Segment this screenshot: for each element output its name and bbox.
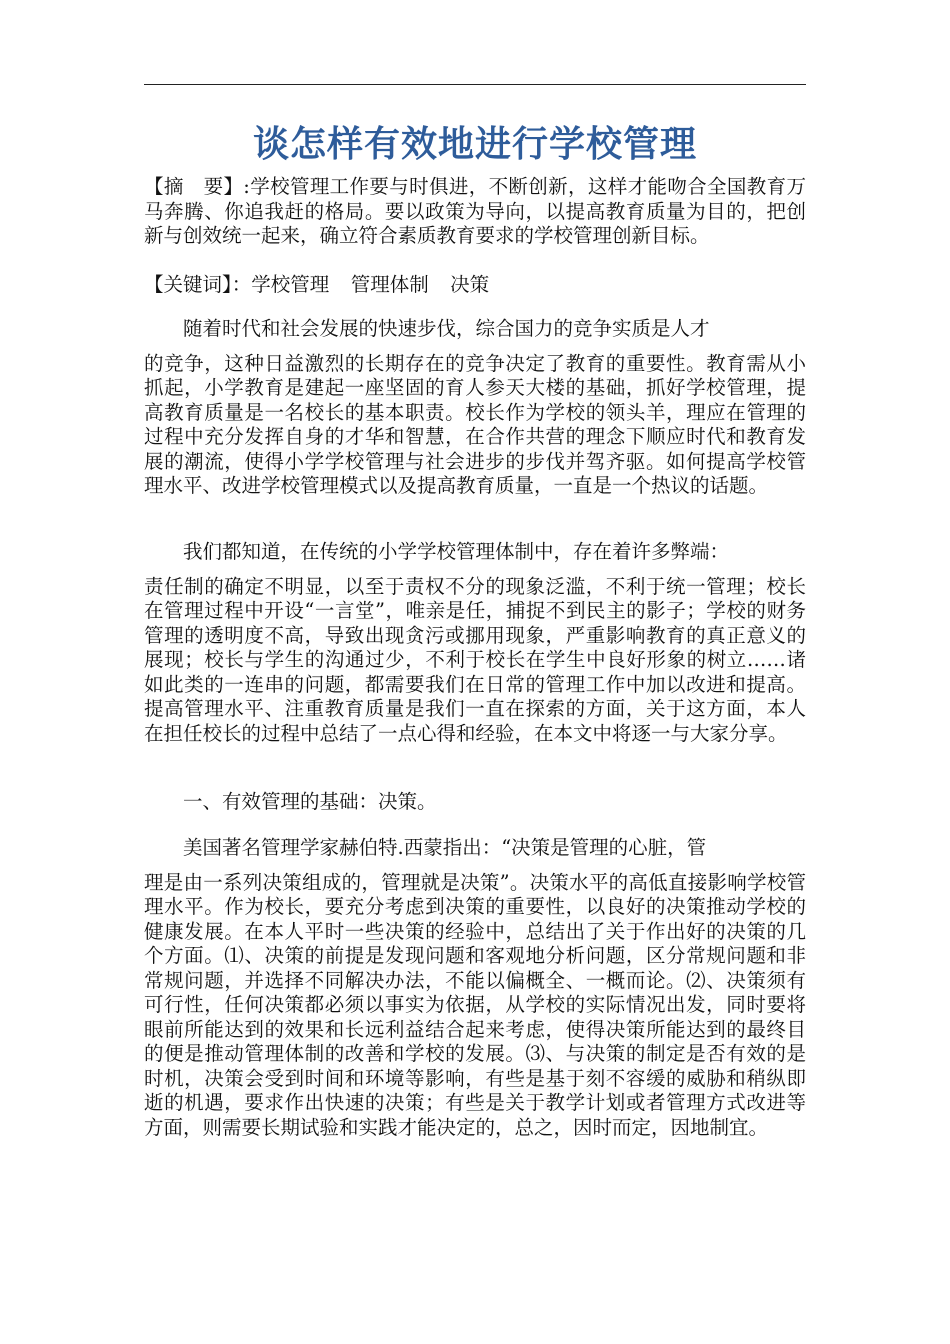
keyword-item: 决策	[450, 273, 490, 296]
paragraph-problems	[144, 540, 806, 746]
keyword-item: 学校管理	[251, 273, 330, 296]
keyword-item: 管理体制	[350, 273, 429, 296]
paragraph-first-line: 我们都知道，在传统的小学学校管理体制中，存在着许多弊端：	[183, 540, 730, 563]
paragraph-body: 的竞争，这种日益激烈的长期存在的竞争决定了教育的重要性。教育需从小抓起，小学教育是建起一座坚固的育人参天大楼的基础，抓好学校管理，提高教育质量是一名校长的基本职责。校长作为学校的领头羊，理应在管理的过程中充分发挥自身的才华和智慧，在合作共营的理念下顺应时代和教育发展的潮流，使得小学学校管理与社会进步的步伐并驾齐驱。如何提高学校管理水平、改进学校管理模式以及提高教育质量，一直是一个热议的话题。	[144, 351, 806, 497]
paragraph-body: 理是由一系列决策组成的，管理就是决策”。决策水平的高低直接影响学校管理水平。作为校长，要充分考虑到决策的重要性，以良好的决策推动学校的健康发展。在本人平时一些决策的经验中，总结出了关于作出好的决策的几个方面。⑴、决策的前提是发现问题和客观地分析问题，区分常规问题和非常规问题，并选择不同解决办法，不能以偏概全、一概而论。⑵、决策须有可行性，任何决策都必须以事实为依据，从学校的实际情况出发，同时要将眼前所能达到的效果和长远利益结合起来考虑，使得决策所能达到的最终目的便是推动管理体制的改善和学校的发展。⑶、与决策的制定是否有效的是时机，决策会受到时间和环境等影响，有些是基于刻不容缓的威胁和稍纵即逝的机遇，要求作出快速的决策；有些是关于教学计划或者管理方式改进等方面，则需要长期试验和实践才能决定的，总之，因时而定，因地制宜。	[144, 870, 806, 1139]
abstract-text: 学校管理工作要与时俱进，不断创新，这样才能吻合全国教育万马奔腾、你追我赶的格局。要以政策为导向，以提高教育质量为目的，把创新与创效统一起来，确立符合素质教育要求的学校管理创新目标。	[144, 175, 806, 247]
paragraph-decision	[144, 836, 806, 1140]
header-rule	[144, 84, 806, 85]
abstract-label: 【摘 要】:	[144, 175, 250, 198]
paragraph-first-line: 随着时代和社会发展的快速步伐，综合国力的竞争实质是人才	[183, 317, 710, 340]
keywords	[144, 273, 806, 298]
paragraph-body: 责任制的确定不明显，以至于责权不分的现象泛滥，不利于统一管理；校长在管理过程中开设“一言堂”，唯亲是任，捕捉不到民主的影子；学校的财务管理的透明度不高，导致出现贪污或挪用现象，严重影响教育的真正意义的展现；校长与学生的沟通过少，不利于校长在学生中良好形象的树立……诸如此类的一连串的问题，都需要我们在日常的管理工作中加以改进和提高。提高管理水平、注重教育质量是我们一直在探索的方面，关于这方面，本人在担任校长的过程中总结了一点心得和经验，在本文中将逐一与大家分享。	[144, 574, 806, 745]
keywords-label: 【关键词】：	[144, 273, 252, 296]
section-heading	[144, 790, 806, 825]
abstract	[144, 175, 806, 249]
section-heading-text: 一、有效管理的基础：决策。	[183, 790, 437, 813]
document-title: 谈怎样有效地进行学校管理	[252, 123, 697, 165]
paragraph-first-line: 美国著名管理学家赫伯特.西蒙指出：“决策是管理的心脏，管	[183, 836, 707, 859]
paragraph-intro	[144, 317, 806, 499]
